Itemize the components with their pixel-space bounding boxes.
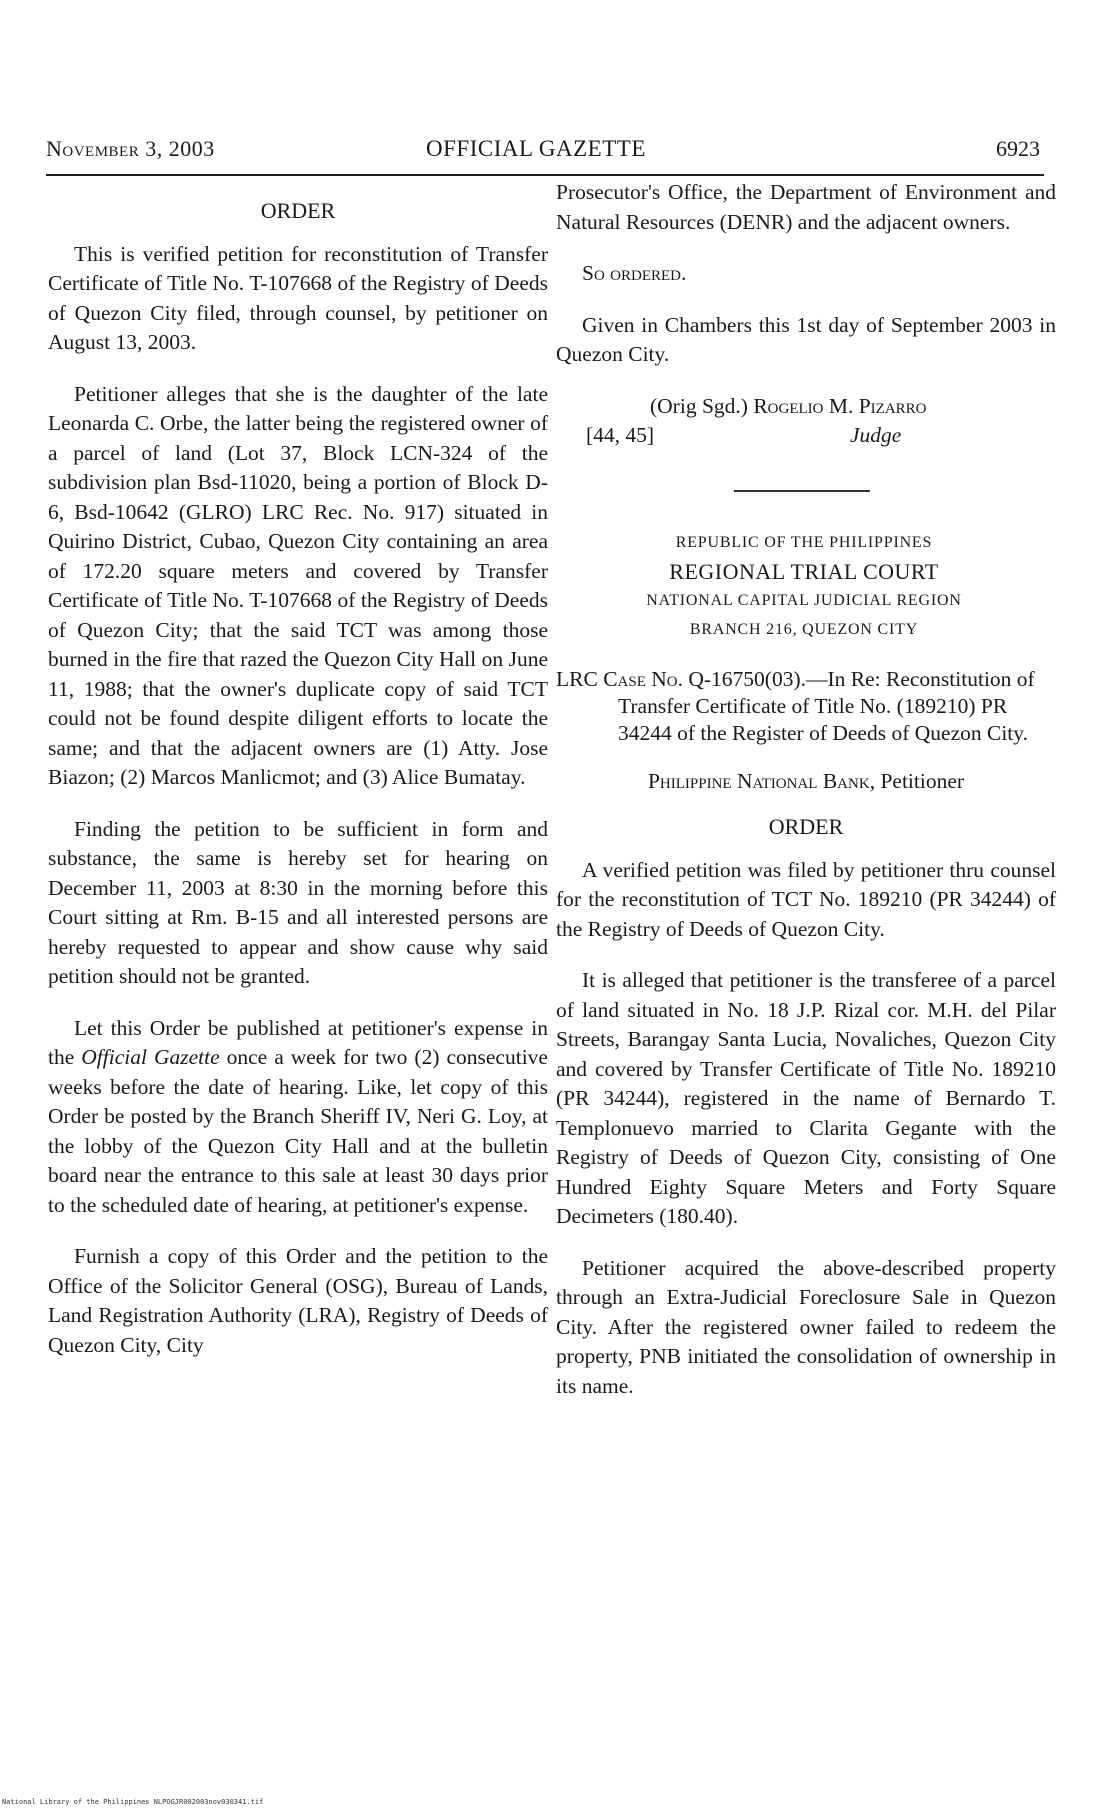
judge-title: Judge — [850, 422, 902, 447]
paragraph: This is verified petition for reconstitution of Transfer Certificate of Title No. T-107668 of the Registry of Deeds of Quezon City filed, through counsel, by petitioner on August 13, 2003. — [48, 241, 548, 354]
publication-name: Official Gazette — [81, 1045, 220, 1069]
branch-line: BRANCH 216, QUEZON CITY — [689, 620, 919, 638]
section-divider — [734, 490, 870, 492]
order-heading: ORDER — [260, 198, 336, 223]
petitioner-name: Philippine National Bank — [647, 768, 870, 793]
paragraph: It is alleged that petitioner is the transferee of a parcel of land situated in No. 18 J.P. Rizal cor. M.H. del Pilar Streets, Barangay Santa Lucia, Novaliches, Quezon City and covered by Transfer Certificate of Title No. 189210 (PR 34244), registered in the name of Bernardo T. Templonuevo married to Clarita Gegante with the Registry of Deeds of Quezon City, consisting of One Hundred Eighty Square Meters and Forty Square Decimeters (180.40). — [556, 968, 1056, 1228]
header-title: OFFICIAL GAZETTE — [426, 136, 646, 161]
paragraph: Petitioner acquired the above-described property through an Extra-Judicial Foreclosure Sale in Quezon City. After the registered owner failed to redeem the property, PNB initiated the consolidation of ownership in its name. — [556, 1255, 1056, 1398]
case-label: LRC Case No. — [556, 666, 683, 691]
text-run: Let this Order be published at petitioner's expense in the — [48, 1015, 548, 1069]
paragraph-continuation: Prosecutor's Office, the Department of Environment and Natural Resources (DENR) and the adjacent owners. — [556, 180, 1056, 234]
region-line: NATIONAL CAPITAL JUDICIAL REGION — [646, 591, 962, 609]
signature-prefix: (Orig Sgd.) — [650, 393, 754, 418]
reference-numbers: [44, 45] — [586, 422, 655, 447]
paragraph: Petitioner alleges that she is the daughter of the late Leonarda C. Orbe, the latter being the registered owner of a parcel of land (Lot 37, Block LCN-324 of the subdivision plan Bsd-11020, being a portion of Block D-6, Bsd-10642 (GLRO) LRC Rec. No. 917) situated in Quirino District, Cubao, Quezon City containing an area of 172.20 square meters and covered by Transfer Certificate of Title No. T-107668 of the Registry of Deeds of Quezon City; that the said TCT was among those burned in the fire that razed the Quezon City Hall on June 11, 1988; that the owner's duplicate copy of said TCT could not be found despite diligent efforts to locate the same; and that the adjacent owners are (1) Atty. Jose Biazon; (2) Marcos Manlicmot; and (3) Alice Bumatay. — [48, 381, 548, 789]
signatory — [650, 392, 927, 422]
left-column — [48, 196, 548, 1382]
right-column — [556, 180, 1056, 1423]
parties-line — [556, 767, 1056, 797]
petitioner-role: , Petitioner — [869, 768, 965, 793]
header-page-number: 6923 — [996, 136, 1040, 161]
scan-source-footer: National Library of the Philippines NLPOGJR002003nov030341.tif — [2, 1798, 264, 1806]
case-caption — [556, 666, 1056, 747]
header-date: November 3, 2003 — [46, 136, 215, 161]
order-heading: ORDER — [768, 814, 844, 839]
paragraph — [48, 1014, 548, 1221]
court-block — [556, 528, 1052, 644]
republic-line: REPUBLIC OF THE PHILIPPINES — [675, 533, 933, 551]
court-name: REGIONAL TRIAL COURT — [669, 558, 939, 584]
paragraph: Finding the petition to be sufficient in form and substance, the same is hereby set for hearing on December 11, 2003 at 8:30 in the morning before this Court sitting at Rm. B-15 and all interested persons are hereby requested to appear and show cause why said petition should not be granted. — [48, 816, 548, 988]
signature-block — [556, 392, 1056, 452]
paragraph: A verified petition was filed by petitioner thru counsel for the reconstitution of TCT No. 189210 (PR 34244) of the Registry of Deeds of Quezon City. — [556, 857, 1056, 941]
paragraph: Given in Chambers this 1st day of September 2003 in Quezon City. — [556, 312, 1056, 366]
page-header — [46, 134, 1044, 176]
judge-name: Rogelio M. Pizarro — [753, 393, 927, 418]
paragraph: Furnish a copy of this Order and the petition to the Office of the Solicitor General (OSG), Bureau of Lands, Land Registration Authority (LRA), Registry of Deeds of Quezon City, City — [48, 1244, 548, 1357]
so-ordered: So ordered. — [582, 261, 687, 285]
case-text: Q-16750(03).—In Re: Reconstitution of Transfer Certificate of Title No. (189210) PR 34244 of the Register of Deeds of Quezon City. — [618, 666, 1035, 745]
text-run: once a week for two (2) consecutive weeks before the date of hearing. Like, let copy of this Order be posted by the Branch Sheriff IV, Neri G. Loy, at the lobby of the Quezon City Hall and at the bulletin board near the entrance to this sale at least 30 days prior to the scheduled date of hearing, at petitioner's expense. — [48, 1045, 548, 1217]
